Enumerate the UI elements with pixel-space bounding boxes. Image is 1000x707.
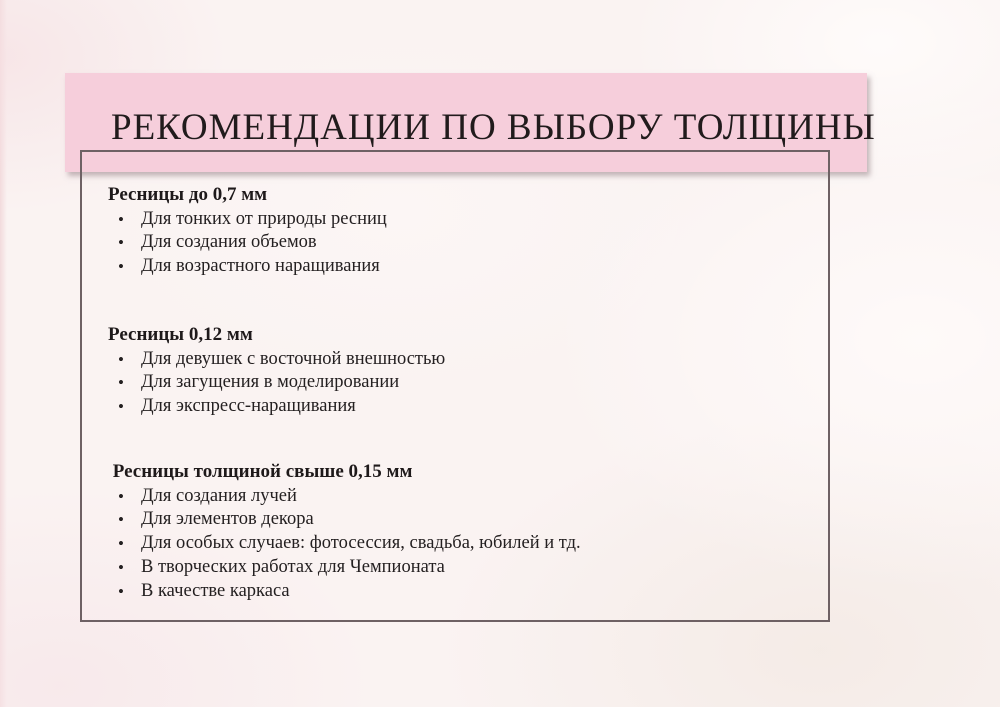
thickness-section	[108, 183, 810, 279]
list-item: • Для тонких от природы ресниц	[108, 208, 810, 232]
section-heading: Ресницы 0,12 мм	[108, 324, 253, 345]
bullet-list	[108, 348, 810, 419]
section-heading: Ресницы толщиной свыше 0,15 мм	[108, 461, 413, 482]
list-item: • Для девушек с восточной внешностью	[108, 348, 810, 372]
list-item: • В качестве каркаса	[108, 580, 810, 604]
list-item: • Для создания объемов	[108, 231, 810, 255]
section-heading: Ресницы до 0,7 мм	[108, 184, 268, 205]
list-item: • Для особых случаев: фотосессия, свадьба, юбилей и тд.	[108, 532, 810, 556]
recommendations-box	[80, 150, 830, 622]
list-item: • Для создания лучей	[108, 485, 810, 509]
thickness-section	[108, 460, 810, 603]
list-item: • Для элементов декора	[108, 508, 810, 532]
list-item: • Для экспресс-наращивания	[108, 395, 810, 419]
bullet-list	[108, 485, 810, 604]
bullet-list	[108, 208, 810, 279]
list-item: • Для возрастного наращивания	[108, 255, 810, 279]
page-title: РЕКОМЕНДАЦИИ ПО ВЫБОРУ ТОЛЩИНЫ	[111, 107, 876, 148]
list-item: • В творческих работах для Чемпионата	[108, 556, 810, 580]
sections-container	[82, 152, 828, 620]
thickness-section	[108, 323, 810, 419]
list-item: • Для загущения в моделировании	[108, 371, 810, 395]
